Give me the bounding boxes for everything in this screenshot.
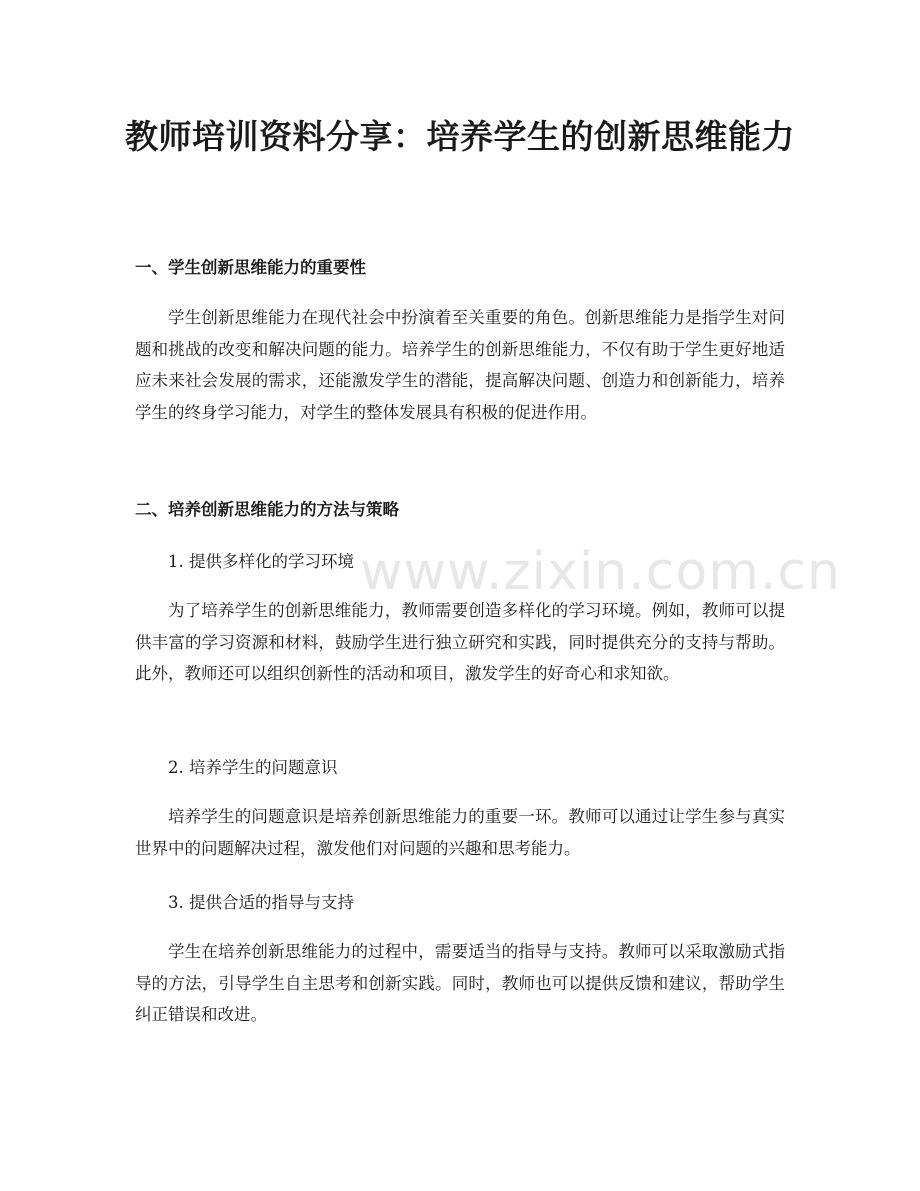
section-heading-methods: 二、培养创新思维能力的方法与策略: [135, 500, 399, 519]
method-paragraph-environment: 为了培养学生的创新思维能力，教师需要创造多样化的学习环境。例如，教师可以提供丰富的学习资源和材料，鼓励学生进行独立研究和实践，同时提供充分的支持与帮助。此外，教师还可以组织创新性的活动和项目，激发学生的好奇心和求知欲。: [135, 601, 785, 684]
method-title-environment: 1. 提供多样化的学习环境: [168, 552, 354, 571]
section-heading-importance: 一、学生创新思维能力的重要性: [135, 258, 366, 277]
method-paragraph-guidance: 学生在培养创新思维能力的过程中，需要适当的指导与支持。教师可以采取激励式指导的方法，引导学生自主思考和创新实践。同时，教师也可以提供反馈和建议，帮助学生纠正错误和改进。: [135, 942, 785, 1025]
method-paragraph-problem-awareness: 培养学生的问题意识是培养创新思维能力的重要一环。教师可以通过让学生参与真实世界中的问题解决过程，激发他们对问题的兴趣和思考能力。: [135, 807, 785, 858]
watermark-text: www.zixin.com.cn: [360, 542, 841, 602]
document-title: 教师培训资料分享：培养学生的创新思维能力: [125, 117, 795, 156]
section-paragraph-importance: 学生创新思维能力在现代社会中扮演着至关重要的角色。创新思维能力是指学生对问题和挑战的改变和解决问题的能力。培养学生的创新思维能力，不仅有助于学生更好地适应未来社会发展的需求，还能激发学生的潜能，提高解决问题、创造力和创新能力，培养学生的终身学习能力，对学生的整体发展具有积极的促进作用。: [135, 308, 785, 422]
method-title-guidance: 3. 提供合适的指导与支持: [168, 893, 354, 912]
method-title-problem-awareness: 2. 培养学生的问题意识: [168, 758, 338, 777]
